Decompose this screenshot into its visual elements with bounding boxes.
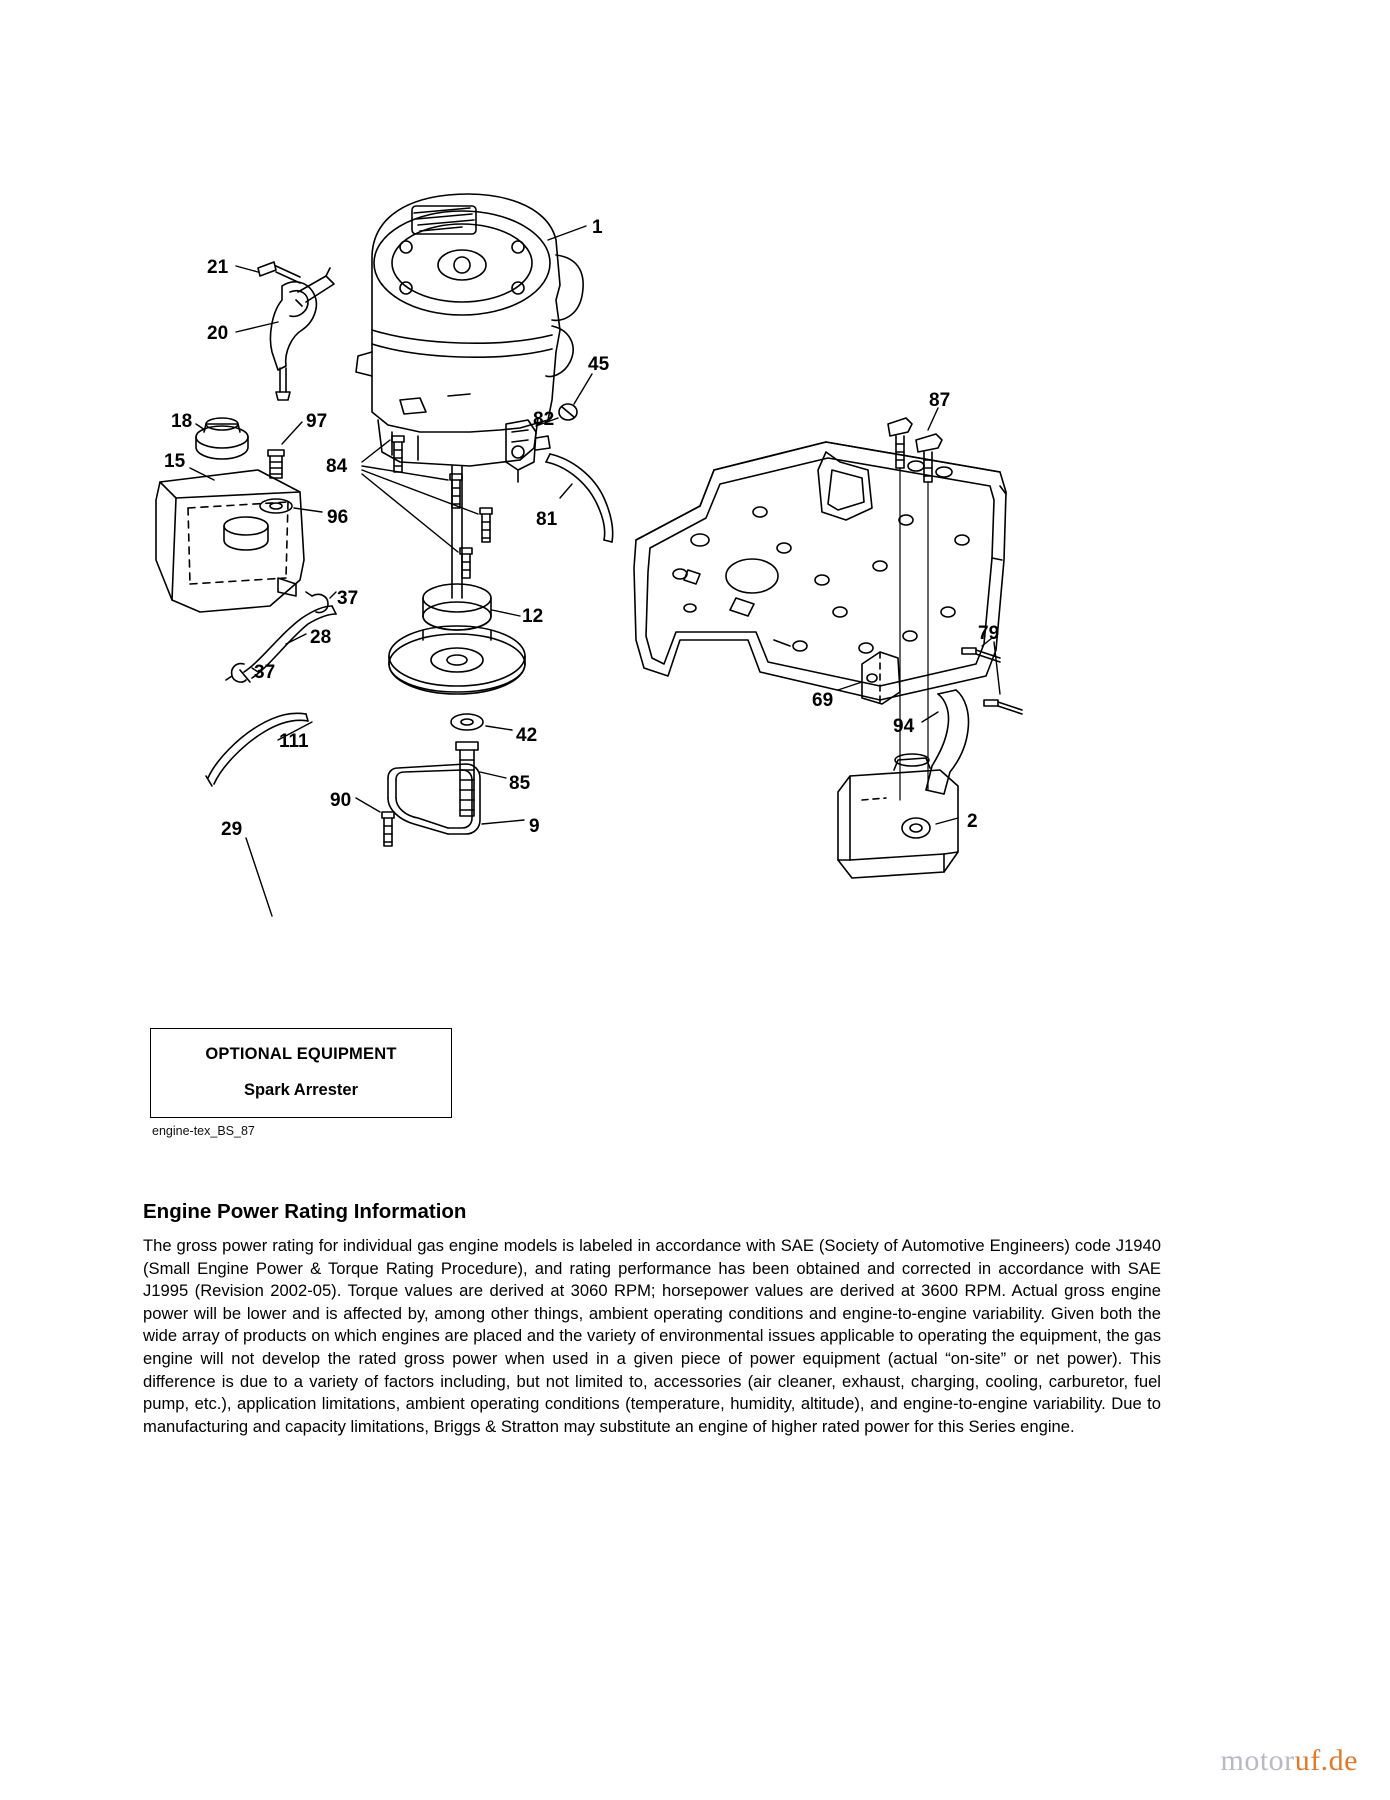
callout-28: 28 [310, 627, 332, 648]
engine-assembly [356, 194, 583, 598]
heat-shield-69 [862, 652, 900, 704]
watermark [1221, 1744, 1358, 1778]
watermark-part-a: motor [1220, 1744, 1295, 1777]
callout-15: 15 [164, 451, 186, 472]
callout-1: 1 [592, 217, 603, 238]
fuel-tank [156, 470, 304, 612]
callout-2: 2 [967, 811, 978, 832]
callout-18: 18 [171, 411, 193, 432]
section-heading: Engine Power Rating Information [143, 1200, 467, 1223]
clip-45 [559, 404, 577, 420]
optional-equipment-subtitle: Spark Arrester [243, 1081, 359, 1099]
callout-37a: 37 [337, 588, 359, 609]
callout-97: 97 [306, 411, 328, 432]
callout-96: 96 [327, 507, 349, 528]
mounting-screws-84 [392, 436, 492, 578]
throttle-control-bracket [258, 262, 334, 400]
callout-90: 90 [330, 790, 352, 811]
screw-90 [382, 812, 394, 846]
callout-81: 81 [536, 509, 558, 530]
watermark-part-b: uf.de [1294, 1744, 1358, 1777]
callout-21: 21 [207, 257, 229, 278]
callout-20: 20 [207, 323, 229, 344]
callout-94: 94 [893, 716, 915, 737]
engine-power-rating-section [143, 1200, 1161, 1438]
callout-42: 42 [516, 725, 538, 746]
rod-bracket-9 [388, 764, 480, 834]
section-body: The gross power rating for individual gas engine models is labeled in accordance with SAE (Society of Automotive Engineers) code J1940 (Small Engine Power & Torque Rating Procedure), and rating performance has been obtained and corrected in accordance with SAE J1995 (Revision 2002-05). Torque values are derived at 3060 RPM; horsepower values are derived at 3600 RPM. Actual gross engine power will be lower and is affected by, among other things, ambient operating conditions and engine-to-engine variability. Given both the wide array of products on which engines are placed and the variety of environmental issues applicable to operating the equipment, the gas engine will not develop the rated gross power when used in a given piece of power equipment (actual “on-site” or net power). This difference is due to a variety of factors including, but not limited to, accessories (air cleaner, exhaust, charging, cooling, carburetor, fuel pump, etc.), application limitations, ambient operating conditions (temperature, humidity, altitude), and engine-to-engine variability. Due to manufacturing and capacity limitations, Briggs & Stratton may substitute an engine of higher rated power for this Series engine. [143, 1236, 1161, 1436]
muffler-2 [838, 754, 958, 878]
callout-37b: 37 [254, 662, 276, 683]
clamp-37a [306, 592, 328, 613]
clamp-37b [226, 664, 246, 682]
washer-42 [451, 714, 483, 730]
callout-85: 85 [509, 773, 531, 794]
callout-82: 82 [533, 409, 555, 430]
chassis-plate [634, 442, 1006, 700]
callout-84: 84 [326, 456, 348, 477]
callout-87: 87 [929, 390, 951, 411]
callout-45: 45 [588, 354, 610, 375]
callout-111: 111 [279, 731, 309, 752]
optional-equipment-title: OPTIONAL EQUIPMENT [205, 1045, 397, 1063]
optional-equipment-box [150, 1028, 452, 1118]
callout-29: 29 [221, 819, 243, 840]
engine-pulley-12 [389, 584, 525, 694]
screw-97 [268, 450, 284, 478]
callout-79: 79 [978, 623, 1000, 644]
bolt-85 [456, 742, 478, 816]
screws-79 [962, 648, 1022, 714]
washer-96 [260, 499, 292, 513]
bolts-87 [888, 418, 942, 482]
exhaust-pipe-94 [926, 690, 969, 794]
fuel-cap [196, 418, 248, 459]
callout-9: 9 [529, 816, 540, 837]
figure-code: engine-tex_BS_87 [152, 1124, 255, 1138]
callout-69: 69 [812, 690, 834, 711]
callout-12: 12 [522, 606, 544, 627]
